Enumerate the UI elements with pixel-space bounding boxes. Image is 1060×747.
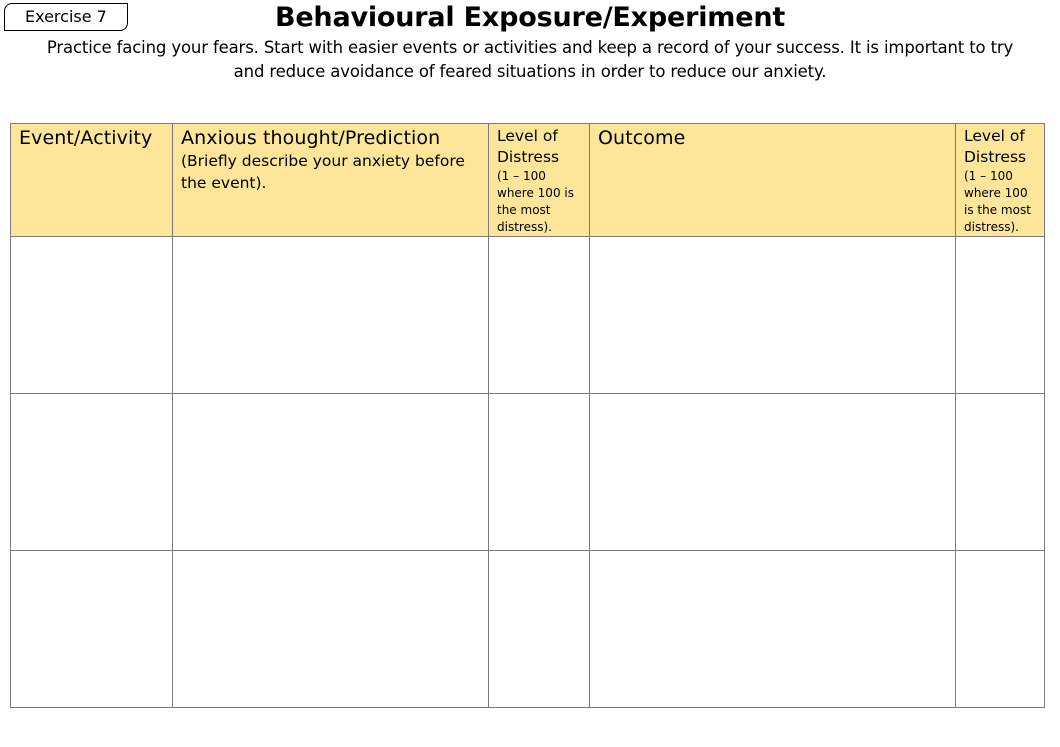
table-row [11, 551, 1045, 708]
cell-distress-after[interactable] [956, 394, 1045, 551]
cell-anxious-thought[interactable] [173, 551, 489, 708]
intro-line-2: and reduce avoidance of feared situations in order to reduce our anxiety. [233, 62, 827, 81]
table-header-row [11, 124, 1045, 237]
column-header-level-of-distress-before [489, 124, 590, 237]
column-note: (1 – 100 where 100 is the most distress). [497, 169, 574, 234]
exercise-label: Exercise 7 [4, 3, 128, 31]
column-note: (Briefly describe your anxiety before the event). [181, 152, 465, 192]
cell-event-activity[interactable] [11, 394, 173, 551]
column-header-level-of-distress-after [956, 124, 1045, 237]
cell-outcome[interactable] [590, 394, 956, 551]
worksheet-table [10, 123, 1045, 708]
intro-text [0, 36, 1060, 84]
column-note: (1 – 100 where 100 is the most distress). [964, 169, 1031, 234]
column-header-event-activity [11, 124, 173, 237]
cell-event-activity[interactable] [11, 551, 173, 708]
column-title: Anxious thought/Prediction [181, 127, 441, 149]
cell-outcome[interactable] [590, 551, 956, 708]
cell-outcome[interactable] [590, 237, 956, 394]
column-title: Event/Activity [19, 127, 153, 149]
column-title: Level of Distress [964, 127, 1027, 166]
cell-event-activity[interactable] [11, 237, 173, 394]
cell-distress-before[interactable] [489, 237, 590, 394]
cell-distress-after[interactable] [956, 551, 1045, 708]
column-header-anxious-thought [173, 124, 489, 237]
column-header-outcome [590, 124, 956, 237]
table-row [11, 237, 1045, 394]
column-title: Outcome [598, 127, 686, 149]
intro-line-1: Practice facing your fears. Start with easier events or activities and keep a record of your success. It is important to try [46, 38, 1014, 57]
cell-distress-before[interactable] [489, 394, 590, 551]
cell-anxious-thought[interactable] [173, 394, 489, 551]
cell-distress-before[interactable] [489, 551, 590, 708]
page-title: Behavioural Exposure/Experiment [274, 2, 786, 33]
table-row [11, 394, 1045, 551]
column-title: Level of Distress [497, 127, 560, 166]
cell-distress-after[interactable] [956, 237, 1045, 394]
cell-anxious-thought[interactable] [173, 237, 489, 394]
